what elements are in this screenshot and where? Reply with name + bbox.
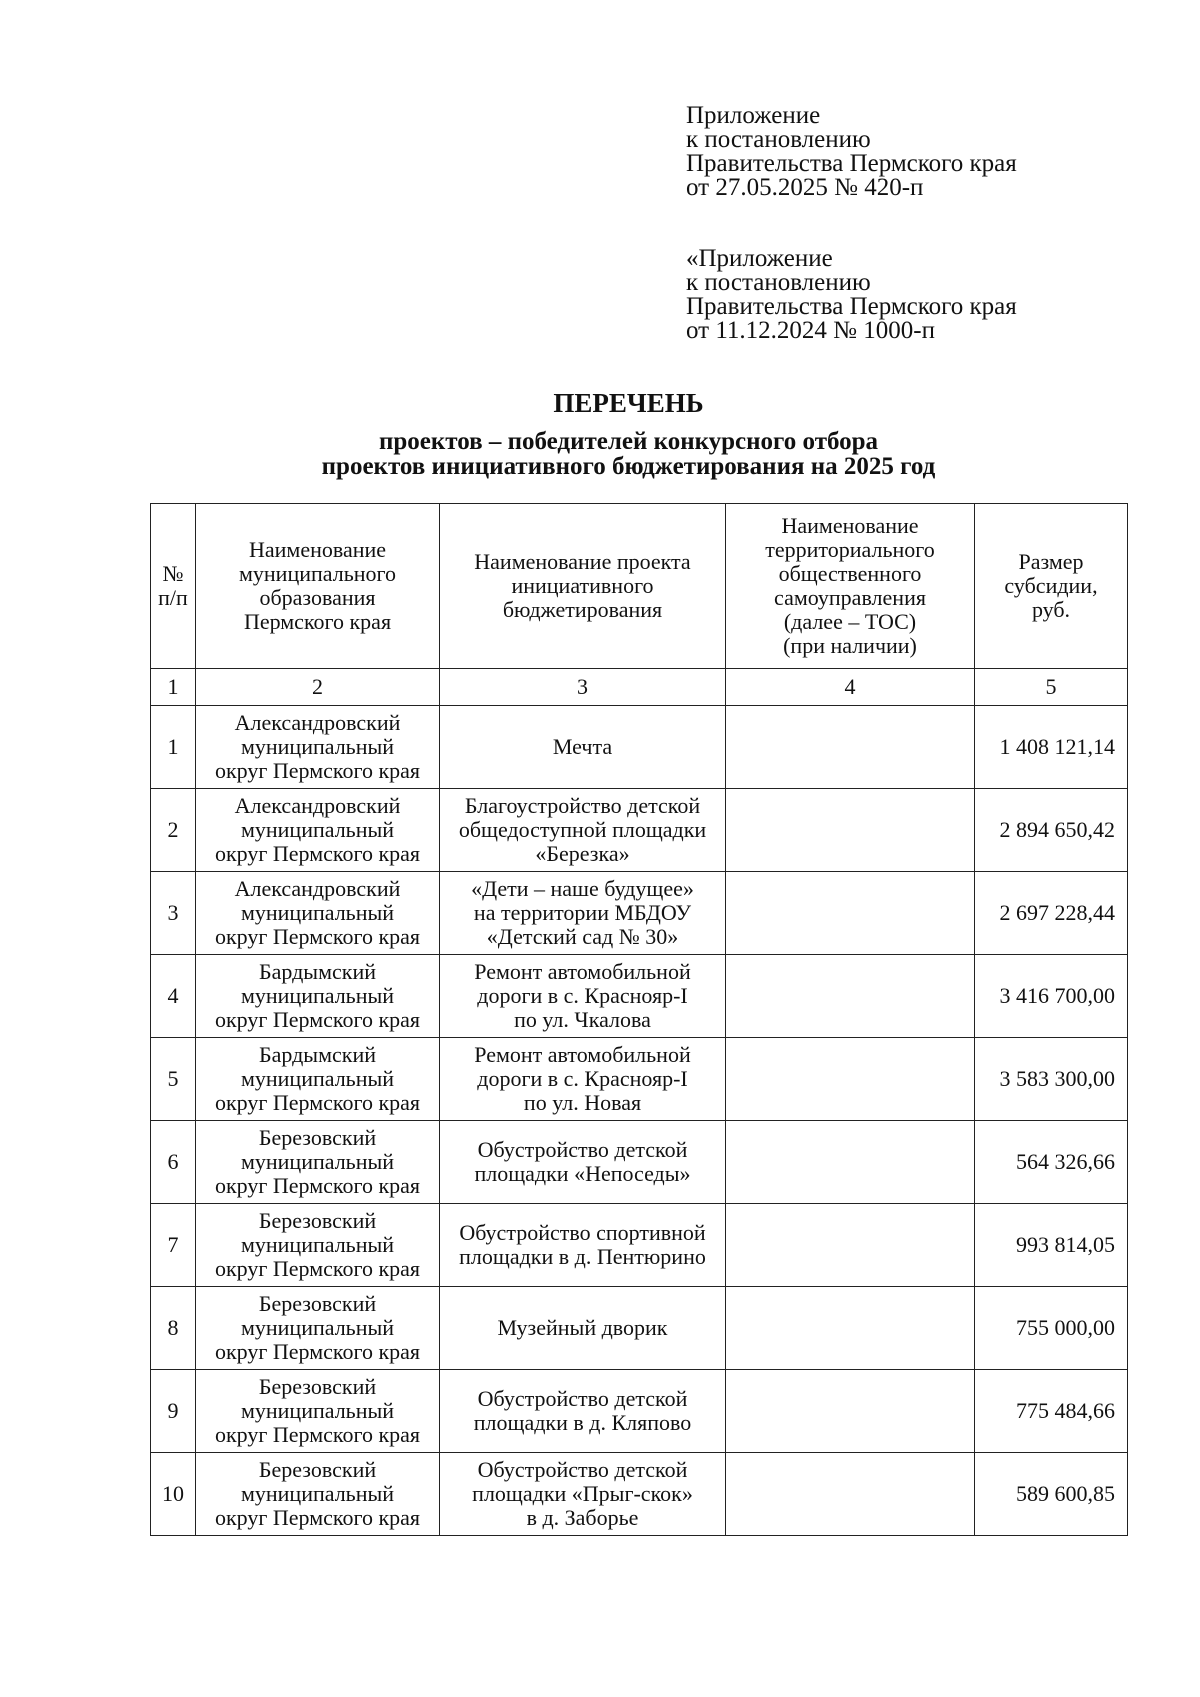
appendix-line: от 27.05.2025 № 420-п bbox=[686, 174, 924, 201]
cell-line: округ Пермского края bbox=[214, 1007, 421, 1032]
cell-line: Березовский bbox=[258, 1125, 377, 1150]
appendix-line: к постановлению bbox=[686, 126, 871, 153]
subsidy-amount-cell: 564 326,66 bbox=[975, 1121, 1128, 1204]
header-municipality bbox=[196, 504, 440, 669]
header-line: Наименование bbox=[781, 513, 919, 538]
table-row bbox=[151, 1038, 1128, 1121]
cell-line: Березовский bbox=[258, 1374, 377, 1399]
cell-line: по ул. Новая bbox=[523, 1090, 642, 1115]
cell-line: Березовский bbox=[258, 1457, 377, 1482]
tos-cell bbox=[726, 955, 975, 1038]
cell-line: Ремонт автомобильной bbox=[474, 1042, 691, 1067]
header-line: Наименование bbox=[248, 537, 387, 562]
tos-cell bbox=[726, 706, 975, 789]
municipality-cell bbox=[196, 872, 440, 955]
cell-line: муниципальный bbox=[240, 1149, 395, 1174]
cell-line: Александровский bbox=[234, 793, 401, 818]
cell-line: муниципальный bbox=[240, 983, 395, 1008]
cell-line: округ Пермского края bbox=[214, 1422, 421, 1447]
document-subtitle bbox=[0, 429, 1200, 479]
column-number-row bbox=[151, 669, 1128, 706]
subtitle-line: проектов – победителей конкурсного отбора bbox=[378, 428, 879, 455]
subsidy-amount-cell: 1 408 121,14 bbox=[975, 706, 1128, 789]
tos-cell bbox=[726, 1038, 975, 1121]
header-number bbox=[151, 504, 196, 669]
row-number-cell: 9 bbox=[151, 1370, 196, 1453]
cell-line: Обустройство детской bbox=[477, 1386, 688, 1411]
municipality-cell bbox=[196, 1370, 440, 1453]
project-cell bbox=[440, 955, 726, 1038]
project-cell bbox=[440, 1121, 726, 1204]
cell-line: площадки «Непоседы» bbox=[474, 1161, 691, 1186]
header-line: (при наличии) bbox=[783, 633, 917, 658]
row-number-cell: 3 bbox=[151, 872, 196, 955]
cell-line: муниципальный bbox=[240, 817, 395, 842]
header-line: общественного bbox=[778, 561, 922, 586]
cell-line: муниципальный bbox=[240, 1315, 395, 1340]
document-title: ПЕРЕЧЕНЬ bbox=[553, 388, 704, 418]
header-line: муниципального bbox=[238, 561, 396, 586]
cell-line: площадки в д. Кляпово bbox=[473, 1410, 692, 1435]
table-row bbox=[151, 1121, 1128, 1204]
appendix-line: Приложение bbox=[686, 102, 821, 129]
cell-line: на территории МБДОУ bbox=[473, 900, 692, 925]
cell-line: Бардымский bbox=[258, 1042, 376, 1067]
municipality-cell bbox=[196, 1453, 440, 1536]
cell-line: округ Пермского края bbox=[214, 841, 421, 866]
appendix-line: Правительства Пермского края bbox=[686, 293, 1017, 320]
municipality-cell bbox=[196, 706, 440, 789]
row-number-cell: 7 bbox=[151, 1204, 196, 1287]
row-number-cell: 4 bbox=[151, 955, 196, 1038]
table-row bbox=[151, 872, 1128, 955]
subtitle-line: проектов инициативного бюджетирования на 2025 год bbox=[321, 453, 936, 480]
header-line: бюджетирования bbox=[502, 597, 663, 622]
cell-line: общедоступной площадки bbox=[458, 817, 707, 842]
previous-appendix-block bbox=[686, 247, 1017, 343]
header-line: образования bbox=[259, 585, 376, 610]
cell-line: округ Пермского края bbox=[214, 1256, 421, 1281]
header-tos bbox=[726, 504, 975, 669]
cell-line: площадки «Прыг-скок» bbox=[472, 1481, 693, 1506]
project-cell bbox=[440, 1453, 726, 1536]
table-row bbox=[151, 1453, 1128, 1536]
header-subsidy bbox=[975, 504, 1128, 669]
table-row bbox=[151, 955, 1128, 1038]
project-cell bbox=[440, 1204, 726, 1287]
project-cell bbox=[440, 789, 726, 872]
municipality-cell bbox=[196, 955, 440, 1038]
header-line: инициативного bbox=[511, 573, 654, 598]
cell-line: Бардымский bbox=[258, 959, 376, 984]
table-row bbox=[151, 706, 1128, 789]
project-cell bbox=[440, 706, 726, 789]
tos-cell bbox=[726, 1287, 975, 1370]
cell-line: округ Пермского края bbox=[214, 924, 421, 949]
cell-line: муниципальный bbox=[240, 900, 395, 925]
subsidy-amount-cell: 993 814,05 bbox=[975, 1204, 1128, 1287]
header-line: территориального bbox=[765, 537, 935, 562]
cell-line: Благоустройство детской bbox=[464, 793, 701, 818]
cell-line: Музейный дворик bbox=[497, 1315, 668, 1340]
cell-line: Березовский bbox=[258, 1291, 377, 1316]
header-line: п/п bbox=[158, 585, 188, 610]
cell-line: Мечта bbox=[552, 734, 613, 759]
municipality-cell bbox=[196, 1121, 440, 1204]
header-line: самоуправления bbox=[774, 585, 926, 610]
column-number: 3 bbox=[440, 669, 726, 706]
appendix-line: от 11.12.2024 № 1000-п bbox=[686, 317, 935, 344]
header-line: руб. bbox=[1031, 597, 1071, 622]
header-project bbox=[440, 504, 726, 669]
row-number-cell: 6 bbox=[151, 1121, 196, 1204]
project-cell bbox=[440, 1287, 726, 1370]
municipality-cell bbox=[196, 1287, 440, 1370]
cell-line: Обустройство детской bbox=[477, 1457, 688, 1482]
appendix-block bbox=[686, 104, 1017, 200]
municipality-cell bbox=[196, 1204, 440, 1287]
project-cell bbox=[440, 1370, 726, 1453]
projects-table bbox=[150, 503, 1128, 1536]
cell-line: Березовский bbox=[258, 1208, 377, 1233]
project-cell bbox=[440, 1038, 726, 1121]
column-number: 2 bbox=[196, 669, 440, 706]
tos-cell bbox=[726, 1370, 975, 1453]
project-cell bbox=[440, 872, 726, 955]
tos-cell bbox=[726, 1121, 975, 1204]
row-number-cell: 5 bbox=[151, 1038, 196, 1121]
column-number: 4 bbox=[726, 669, 975, 706]
cell-line: округ Пермского края bbox=[214, 1090, 421, 1115]
cell-line: Обустройство детской bbox=[477, 1137, 688, 1162]
tos-cell bbox=[726, 789, 975, 872]
table-header-row bbox=[151, 504, 1128, 669]
cell-line: муниципальный bbox=[240, 1066, 395, 1091]
cell-line: Александровский bbox=[234, 710, 401, 735]
municipality-cell bbox=[196, 789, 440, 872]
table-row bbox=[151, 1370, 1128, 1453]
header-line: субсидии, bbox=[1004, 573, 1098, 598]
header-line: Наименование проекта bbox=[474, 549, 691, 574]
cell-line: муниципальный bbox=[240, 1398, 395, 1423]
table-row bbox=[151, 1204, 1128, 1287]
header-line: № bbox=[162, 561, 184, 586]
cell-line: «Березка» bbox=[535, 841, 630, 866]
cell-line: дороги в с. Краснояр-I bbox=[477, 983, 688, 1008]
cell-line: муниципальный bbox=[240, 734, 395, 759]
subsidy-amount-cell: 589 600,85 bbox=[975, 1453, 1128, 1536]
cell-line: округ Пермского края bbox=[214, 1173, 421, 1198]
row-number-cell: 8 bbox=[151, 1287, 196, 1370]
header-line: Пермского края bbox=[243, 609, 392, 634]
subsidy-amount-cell: 3 416 700,00 bbox=[975, 955, 1128, 1038]
appendix-line: Правительства Пермского края bbox=[686, 150, 1017, 177]
cell-line: муниципальный bbox=[240, 1232, 395, 1257]
subsidy-amount-cell: 2 894 650,42 bbox=[975, 789, 1128, 872]
cell-line: «Дети – наше будущее» bbox=[471, 876, 694, 901]
cell-line: площадки в д. Пентюрино bbox=[459, 1244, 706, 1269]
subsidy-amount-cell: 3 583 300,00 bbox=[975, 1038, 1128, 1121]
tos-cell bbox=[726, 872, 975, 955]
header-line: (далее – ТОС) bbox=[783, 609, 917, 634]
cell-line: по ул. Чкалова bbox=[514, 1007, 651, 1032]
cell-line: округ Пермского края bbox=[214, 758, 421, 783]
subsidy-amount-cell: 2 697 228,44 bbox=[975, 872, 1128, 955]
row-number-cell: 1 bbox=[151, 706, 196, 789]
subsidy-amount-cell: 775 484,66 bbox=[975, 1370, 1128, 1453]
cell-line: «Детский сад № 30» bbox=[486, 924, 679, 949]
cell-line: округ Пермского края bbox=[214, 1339, 421, 1364]
header-line: Размер bbox=[1018, 549, 1084, 574]
row-number-cell: 10 bbox=[151, 1453, 196, 1536]
subsidy-amount-cell: 755 000,00 bbox=[975, 1287, 1128, 1370]
municipality-cell bbox=[196, 1038, 440, 1121]
column-number: 5 bbox=[975, 669, 1128, 706]
cell-line: Обустройство спортивной bbox=[459, 1220, 706, 1245]
cell-line: округ Пермского края bbox=[214, 1505, 421, 1530]
tos-cell bbox=[726, 1204, 975, 1287]
table-row bbox=[151, 1287, 1128, 1370]
cell-line: дороги в с. Краснояр-I bbox=[477, 1066, 688, 1091]
appendix-line: «Приложение bbox=[686, 245, 833, 272]
cell-line: Александровский bbox=[234, 876, 401, 901]
appendix-line: к постановлению bbox=[686, 269, 871, 296]
row-number-cell: 2 bbox=[151, 789, 196, 872]
column-number: 1 bbox=[151, 669, 196, 706]
tos-cell bbox=[726, 1453, 975, 1536]
table-row bbox=[151, 789, 1128, 872]
cell-line: в д. Заборье bbox=[526, 1505, 639, 1530]
cell-line: Ремонт автомобильной bbox=[474, 959, 691, 984]
cell-line: муниципальный bbox=[240, 1481, 395, 1506]
